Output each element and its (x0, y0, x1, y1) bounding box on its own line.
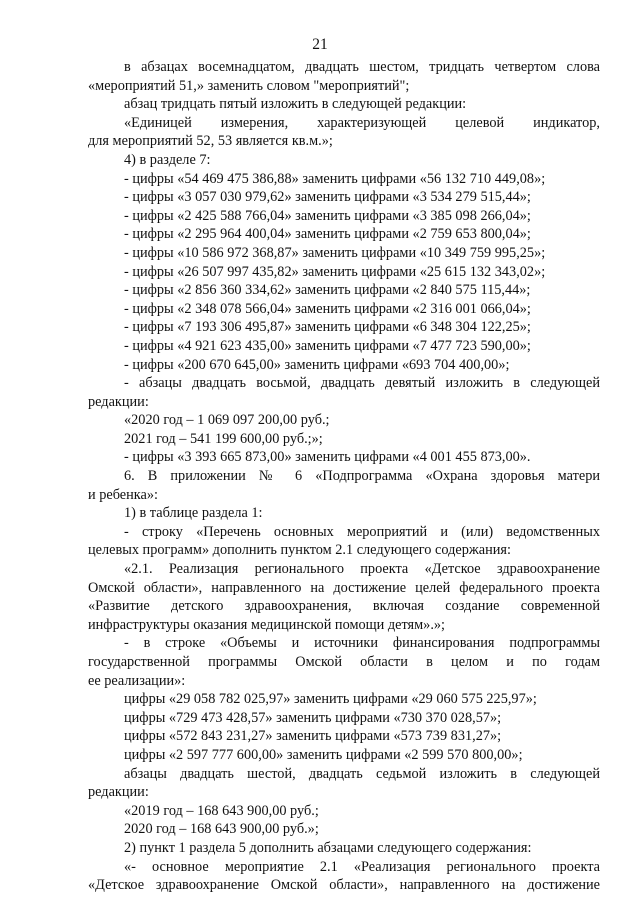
text-line: «2019 год – 168 643 900,00 руб.; (124, 802, 319, 819)
text-line: «- основное мероприятие 2.1 «Реализация регионального проекта (124, 858, 600, 875)
text-line: и ребенка»: (88, 486, 158, 503)
text-line: редакции: (88, 393, 149, 410)
text-line: «2.1. Реализация регионального проекта «Детское здравоохранение (124, 561, 600, 578)
text-line: - цифры «10 586 972 368,87» заменить цифрами «10 349 759 995,25»; (124, 244, 546, 261)
text-line: 6. В приложении № 6 «Подпрограмма «Охрана здоровья матери (124, 468, 600, 485)
text-line: - цифры «2 348 078 566,04» заменить цифрами «2 316 001 066,04»; (124, 300, 531, 317)
text-line: 2021 год – 541 199 600,00 руб.;»; (124, 430, 323, 447)
text-line: - в строке «Объемы и источники финансирования подпрограммы (124, 635, 600, 652)
text-line: «Развитие детского здравоохранения, включая создание современной (88, 598, 600, 615)
text-line: - цифры «26 507 997 435,82» заменить цифрами «25 615 132 343,02»; (124, 263, 546, 280)
text-line: - строку «Перечень основных мероприятий и (или) ведомственных (124, 523, 600, 540)
text-line: 1) в таблице раздела 1: (124, 505, 263, 522)
text-line: целевых программ» дополнить пунктом 2.1 следующего содержания: (88, 542, 511, 559)
page-number: 21 (312, 36, 328, 53)
text-line: - абзацы двадцать восьмой, двадцать девятый изложить в следующей (124, 375, 600, 392)
text-line: - цифры «54 469 475 386,88» заменить цифрами «56 132 710 449,08»; (124, 170, 546, 187)
text-line: - цифры «200 670 645,00» заменить цифрами «693 704 400,00»; (124, 356, 510, 373)
text-line: цифры «2 597 777 600,00» заменить цифрами «2 599 570 800,00»; (124, 746, 523, 763)
text-line: - цифры «4 921 623 435,00» заменить цифрами «7 477 723 590,00»; (124, 337, 531, 354)
text-line: 2020 год – 168 643 900,00 руб.»; (124, 821, 319, 838)
text-line: - цифры «3 393 665 873,00» заменить цифрами «4 001 455 873,00». (124, 449, 531, 466)
document-body (88, 58, 600, 895)
text-line: цифры «29 058 782 025,97» заменить цифрами «29 060 575 225,97»; (124, 691, 537, 708)
text-line: в абзацах восемнадцатом, двадцать шестом, тридцать четвертом слова (124, 59, 600, 75)
text-line: «Единицей измерения, характеризующей целевой индикатор, (124, 114, 600, 131)
text-line: цифры «729 473 428,57» заменить цифрами «730 370 028,57»; (124, 709, 502, 726)
text-line: Омской области», направленного на достижение целей федерального проекта (88, 579, 600, 596)
text-line: для мероприятий 52, 53 является кв.м.»; (88, 133, 333, 150)
text-line: 2) пункт 1 раздела 5 дополнить абзацами следующего содержания: (124, 839, 532, 856)
text-line: государственной программы Омской области в целом и по годам (88, 654, 600, 670)
text-line: «2020 год – 1 069 097 200,00 руб.; (124, 412, 330, 429)
text-line: инфраструктуры оказания медицинской помощи детям».»; (88, 616, 446, 633)
text-line: - цифры «3 057 030 979,62» заменить цифрами «3 534 279 515,44»; (124, 189, 531, 206)
text-line: - цифры «2 425 588 766,04» заменить цифрами «3 385 098 266,04»; (124, 207, 531, 224)
text-line: - цифры «7 193 306 495,87» заменить цифрами «6 348 304 122,25»; (124, 319, 531, 336)
text-line: - цифры «2 295 964 400,04» заменить цифрами «2 759 653 800,04»; (124, 226, 531, 243)
text-line: 4) в разделе 7: (124, 151, 211, 168)
text-line: ее реализации»: (88, 672, 186, 689)
text-line: «мероприятий 51,» заменить словом "мероприятий"; (88, 77, 410, 94)
text-line: редакции: (88, 784, 149, 801)
text-line: цифры «572 843 231,27» заменить цифрами «573 739 831,27»; (124, 728, 502, 745)
text-line: абзацы двадцать шестой, двадцать седьмой изложить в следующей (124, 765, 600, 782)
text-line: абзац тридцать пятый изложить в следующей редакции: (124, 96, 467, 113)
text-line: - цифры «2 856 360 334,62» заменить цифрами «2 840 575 115,44»; (124, 282, 531, 299)
text-line: «Детское здравоохранение Омской области», направленного на достижение (88, 877, 600, 894)
